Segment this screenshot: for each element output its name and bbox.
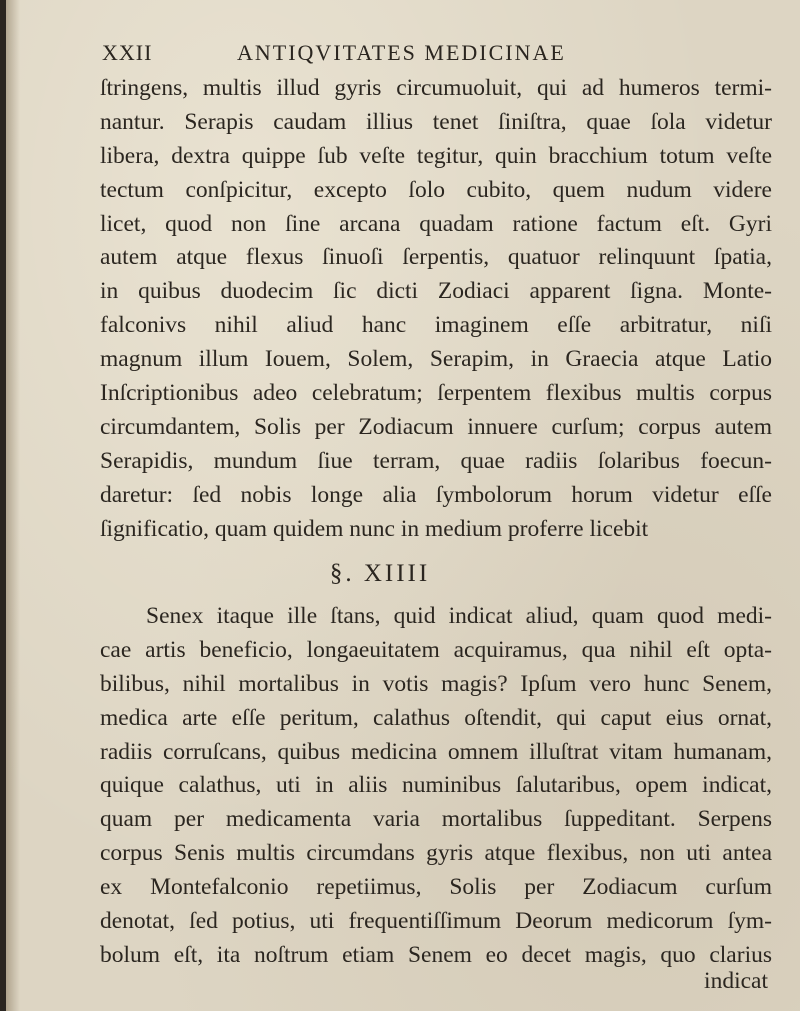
text-line: Serapidis, mundum ſiue terram, quae radiis ſolaribus foecun- (100, 447, 772, 474)
text-line: in quibus duodecim ſic dicti Zodiaci apparent ſigna. Monte- (100, 278, 772, 305)
text-line: Inſcriptionibus adeo celebratum; ſerpentem flexibus multis corpus (100, 380, 772, 407)
running-title: ANTIQVITATES MEDICINAE (237, 40, 566, 65)
text-line: ſignificatio, quam quidem nunc in medium proferre licebit (100, 515, 649, 542)
text-line: corpus Senis multis circumdans gyris atque flexibus, non uti antea (100, 840, 772, 867)
text-line: denotat, ſed potius, uti frequentiſſimum Deorum medicorum ſym- (100, 908, 772, 935)
text-line: circumdantem, Solis per Zodiacum innuere curſum; corpus autem (100, 413, 772, 440)
text-line: quique calathus, uti in aliis numinibus ſalutaribus, opem indicat, (100, 772, 772, 799)
text-line: tectum conſpicitur, excepto ſolo cubito, quem nudum videre (100, 176, 772, 203)
page-header (102, 40, 702, 68)
text-line: Senex itaque ille ſtans, quid indicat aliud, quam quod medi- (146, 603, 772, 629)
text-line: licet, quod non ſine arcana quadam ratione factum eſt. Gyri (100, 210, 772, 237)
text-line: cae artis beneficio, longaeuitatem acquiramus, qua nihil eſt opta- (100, 636, 772, 663)
text-line: bilibus, nihil mortalibus in votis magis? Ipſum vero hunc Senem, (100, 670, 772, 697)
text-line: falconivs nihil aliud hanc imaginem eſſe arbitratur, niſi (100, 312, 772, 339)
text-line: nantur. Serapis caudam illius tenet ſiniſtra, quae ſola videtur (100, 108, 772, 135)
text-line: quam per medicamenta varia mortalibus ſuppeditant. Serpens (100, 806, 772, 833)
page-number: XXII (102, 40, 153, 65)
section-heading: §. XIIII (329, 560, 431, 587)
book-page (6, 0, 800, 1011)
text-line: bolum eſt, ita noſtrum etiam Senem eo decet magis, quo clarius (100, 941, 772, 968)
text-line: autem atque flexus ſinuoſi ſerpentis, quatuor relinquunt ſpatia, (100, 244, 772, 271)
text-line: ex Montefalconio repetiimus, Solis per Zodiacum curſum (100, 874, 772, 901)
text-line: radiis corruſcans, quibus medicina omnem illuſtrat vitam humanam, (100, 738, 772, 765)
text-line: medica arte eſſe peritum, calathus oſtendit, qui caput eius ornat, (100, 704, 772, 731)
paragraph-1 (100, 72, 772, 546)
paragraph-2 (100, 600, 772, 973)
text-line: daretur: ſed nobis longe alia ſymbolorum horum videtur eſſe (100, 481, 772, 508)
text-line: magnum illum Iouem, Solem, Serapim, in Graecia atque Latio (100, 346, 772, 373)
catchword: indicat (704, 968, 768, 994)
text-line: libera, dextra quippe ſub veſte tegitur, quin bracchium totum veſte (100, 142, 772, 169)
text-line: ſtringens, multis illud gyris circumuoluit, qui ad humeros termi- (100, 75, 772, 101)
